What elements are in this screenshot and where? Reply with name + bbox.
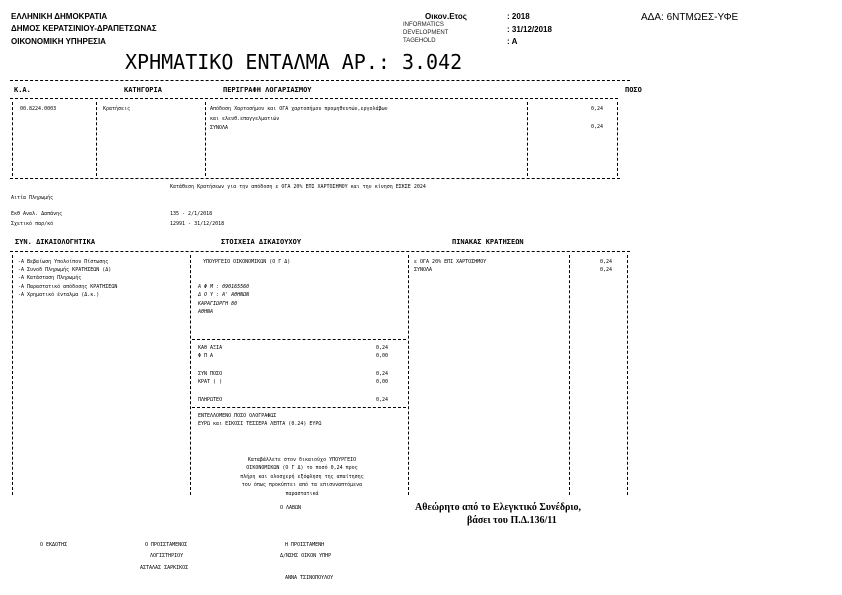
col-category: ΚΑΤΗΓΟΡΙΑ — [124, 86, 162, 94]
divider — [12, 102, 13, 176]
doc-item: -Α Βεβαίωση Υπολοίπου Πίστωσης — [18, 259, 109, 265]
divider — [192, 407, 406, 408]
divider — [205, 102, 206, 176]
divider — [192, 339, 406, 340]
meta-value-2: 135 - 2/1/2018 — [170, 211, 213, 217]
exempt-text-2: βάσει του Π.Δ.136/11 — [467, 515, 557, 526]
divider — [10, 98, 618, 99]
overlay-label-3: TAGEHOLD — [403, 38, 436, 44]
amount-value: 0,00 — [376, 379, 389, 385]
amount-value: 0,24 — [376, 397, 389, 403]
exempt-text-1: Αθεώρητο από το Ελεγκτικό Συνέδριο, — [415, 502, 582, 513]
divider — [10, 178, 620, 179]
divider — [617, 102, 618, 176]
amount-label: ΠΛΗΡΩΤΕΟ — [198, 397, 223, 403]
beneficiary-name: ΥΠΟΥΡΓΕΙΟ ΟΙΚΟΝΟΜΙΚΩΝ (Ο Γ Δ) — [203, 259, 291, 265]
amount-words-title: ΕΝΤΕΛΛΟΜΕΝΟ ΠΟΣΟ ΟΛΟΓΡΑΦΩΣ — [198, 413, 277, 419]
overlay-label-2: DEVELOPMENT — [403, 30, 449, 36]
beneficiary-afm: Α Φ Μ : 090165560 — [198, 284, 250, 290]
divider — [408, 255, 409, 495]
row-ka: 00.8224.0003 — [20, 106, 57, 112]
meta-label-1: Αιτία Πληρωμής — [11, 195, 54, 201]
sig-head1-role: ΛΟΓΙΣΤΗΡΙΟΥ — [150, 553, 184, 559]
beneficiary-doy: Δ Ο Υ : Α' ΑΘΗΝΩΝ — [198, 292, 250, 298]
doc-item: -Α Χρηματικό ένταλμα (Δ.κ.) — [18, 292, 100, 298]
deduction-label: ΣΥΝΟΛΑ — [414, 267, 433, 273]
fiscal-year-value: : 2018 — [507, 12, 530, 21]
divider — [10, 251, 630, 252]
amount-value: 0,00 — [376, 353, 389, 359]
divider — [190, 255, 191, 495]
amount-label: Φ Π Α — [198, 353, 214, 359]
deduction-value: 0,24 — [600, 267, 613, 273]
col-amount: ΠΟΣΟ — [625, 86, 642, 94]
divider — [12, 255, 13, 495]
col-description: ΠΕΡΙΓΡΑΦΗ ΛΟΓΑΡΙΑΣΜΟΥ — [223, 86, 312, 94]
overlay-label-1: INFORMATICS — [403, 22, 444, 28]
row-description-1: Απόδοση Χαρτοσήμου και ΟΓΑ χαρτοσήμου προμηθευτών,εργολάβων — [210, 106, 388, 112]
amount-label: ΚΡΑΤ ( ) — [198, 379, 223, 385]
payment-text: ΟΙΚΟΝΟΜΙΚΩΝ (Ο Γ Δ) το ποσό 0,24 προς — [246, 465, 358, 471]
section-docs: ΣΥΝ. ΔΙΚΑΙΟΛΟΓΗΤΙΚΑ — [15, 238, 96, 246]
beneficiary-city: ΑΘΗΝΑ — [198, 309, 214, 315]
deduction-label: ε ΟΓΑ 20% ΕΠΙ ΧΑΡΤΟΣΗΜΟΥ — [414, 259, 487, 265]
amount-value: 0,24 — [376, 345, 389, 351]
divider — [627, 255, 628, 495]
divider — [96, 102, 97, 176]
row-description-2: και ελευθ.επαγγελματιών — [210, 116, 280, 122]
page-title: ΧΡΗΜΑΤΙΚΟ ΕΝΤΑΛΜΑ ΑΡ.: 3.042 — [125, 50, 463, 74]
date-value: : 31/12/2018 — [507, 25, 552, 34]
amount-words-text: ΕΥΡΩ και ΕΙΚΟΣΙ ΤΕΣΣΕΡΑ ΛΕΠΤΑ (0.24) ΕΥΡΩ — [198, 421, 322, 427]
meta-label-3: Σχετικό παρ/κό — [11, 221, 54, 227]
beneficiary-address: ΚΑΡΑΓΙΩΡΓΗ 80 — [198, 301, 238, 307]
org-line-3: ΟΙΚΟΝΟΜΙΚΗ ΥΠΗΡΕΣΙΑ — [11, 37, 106, 46]
row-total-label: ΣΥΝΟΛΑ — [210, 125, 229, 131]
meta-value-3: 12991 - 31/12/2018 — [170, 221, 225, 227]
sig-head2-role: Δ/ΝΣΗΣ ΟΙΚΟΝ ΥΠΗΡ — [280, 553, 332, 559]
row-total-amount: 0,24 — [591, 124, 604, 130]
ada-code: ΑΔΑ: 6ΝΤΜΩΕΣ-ΥΦΕ — [641, 12, 739, 23]
sig-head1-name: ΑΣΤΑΛΑΣ ΣΑΡΚΙΚΟΣ — [140, 565, 189, 571]
payment-text: του όπως προκύπτει από τα επισυναπτόμενα — [241, 482, 363, 488]
col-ka: Κ.Α. — [14, 86, 31, 94]
amount-label: ΚΑΘ ΑΞΙΑ — [198, 345, 223, 351]
row-category: Κρατήσεις — [103, 106, 131, 112]
org-line-2: ΔΗΜΟΣ ΚΕΡΑΤΣΙΝΙΟΥ-ΔΡΑΠΕΤΣΩΝΑΣ — [11, 24, 157, 33]
reason-text: Κατάθεση Κρατήσεων για την απόδοση ε ΟΓΑ 20% ΕΠΙ ΧΑΡΤΟΣΗΜΟΥ και την κίνηση ΕΣΚΣΕ 2024 — [170, 184, 426, 190]
doc-item: -Α Παραστατικό απόδοσης ΚΡΑΤΗΣΕΩΝ — [18, 284, 118, 290]
fiscal-year-label: Οικον.Ετος — [425, 12, 467, 21]
amount-value: 0,24 — [376, 371, 389, 377]
payment-text: Καταβάλλετε στον δικαιούχο ΥΠΟΥΡΓΕΙΟ — [247, 457, 357, 463]
divider — [527, 102, 528, 176]
amount-label: ΣΥΝ ΠΟΣΟ — [198, 371, 223, 377]
row-amount: 0,24 — [591, 106, 604, 112]
doc-item: -Α Κατάσταση Πληρωμής — [18, 275, 82, 281]
receiver-label: Ο ΛΑΒΩΝ — [280, 505, 302, 511]
sig-head2-name: ΑΝΝΑ ΤΣΙΝΟΠΟΥΛΟΥ — [285, 575, 334, 581]
type-value: : Α — [507, 37, 518, 46]
section-deductions: ΠΙΝΑΚΑΣ ΚΡΑΤΗΣΕΩΝ — [452, 238, 524, 246]
doc-item: -Α Συνοδ Πληρωμής ΚΡΑΤΗΣΕΩΝ (Δ) — [18, 267, 112, 273]
sig-issuer: Ο ΕΚΔΟΤΗΣ — [40, 542, 68, 548]
sig-head2-title: Η ΠΡΟΙΣΤΑΜΕΝΗ — [285, 542, 325, 548]
divider — [569, 255, 570, 495]
sig-head1-title: Ο ΠΡΟΙΣΤΑΜΕΝΟΣ — [145, 542, 188, 548]
payment-text: παραστατικά — [285, 491, 319, 497]
meta-label-2: Εκθ Αναλ. Δαπάνης — [11, 211, 63, 217]
org-line-1: ΕΛΛΗΝΙΚΗ ΔΗΜΟΚΡΑΤΙΑ — [11, 12, 108, 21]
divider — [10, 80, 630, 81]
payment-text: πλήρη και ολοσχερή εξόφληση της απαίτησης — [240, 474, 364, 480]
section-beneficiary: ΣΤΟΙΧΕΙΑ ΔΙΚΑΙΟΥΧΟΥ — [221, 238, 302, 246]
deduction-value: 0,24 — [600, 259, 613, 265]
